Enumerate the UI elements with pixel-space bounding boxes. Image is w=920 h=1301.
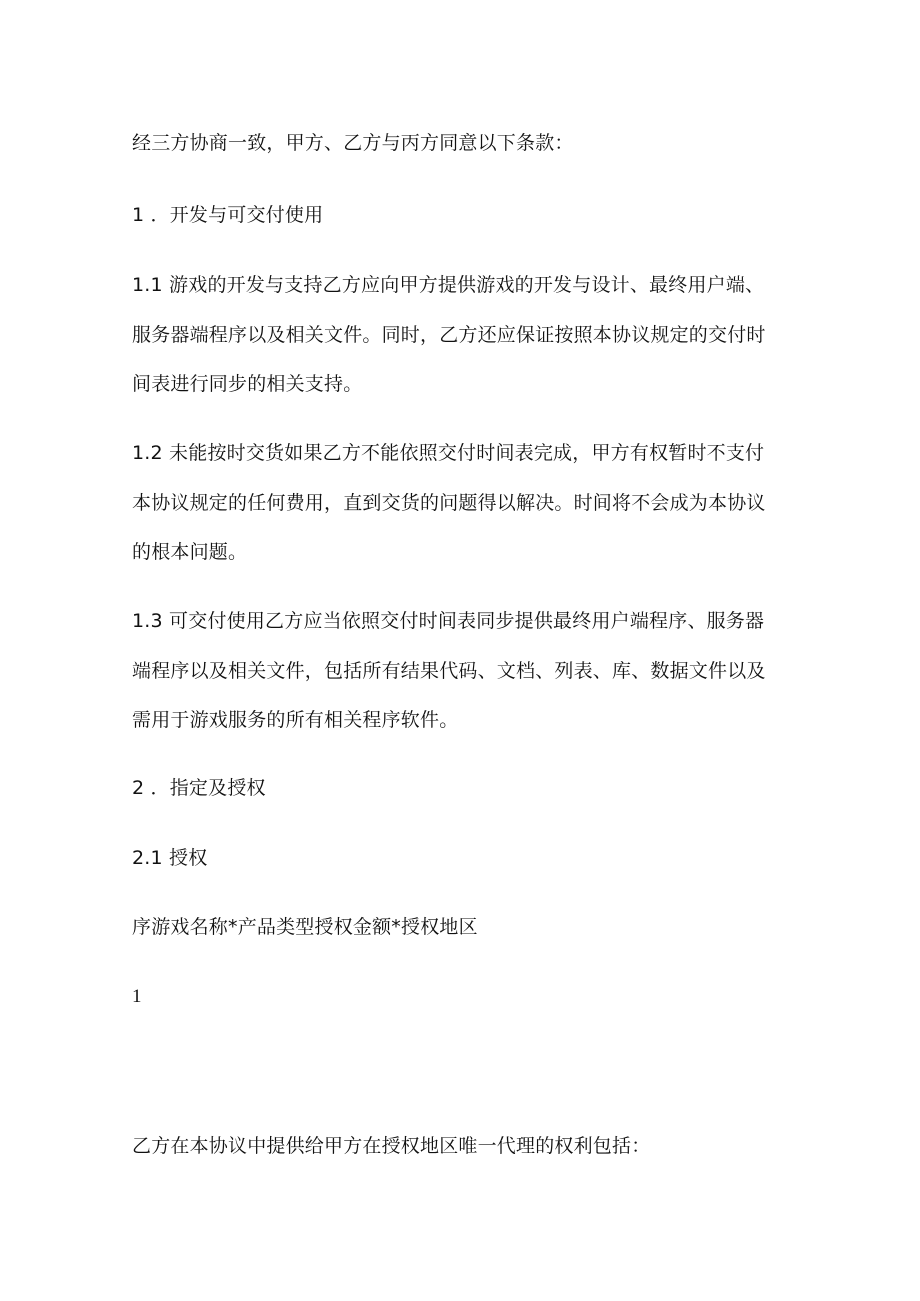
clause-1-2-line-3: 的根本问题。 [132,541,248,563]
clause-1-2-line-1: 1.2 未能按时交货如果乙方不能依照交付时间表完成，甲方有权暂时不支付 [132,442,765,464]
clause-1-2-line-2: 本协议规定的任何费用，直到交货的问题得以解决。时间将不会成为本协议 [132,492,766,514]
clause-1-1-line-3: 间表进行同步的相关支持。 [132,373,363,395]
section-2-heading: 2 ．指定及授权 [132,777,266,799]
clause-1-3-line-3: 需用于游戏服务的所有相关程序软件。 [132,709,459,731]
license-table-header: 序游戏名称*产品类型授权金额*授权地区 [132,916,478,938]
clause-1-1-line-1: 1.1 游戏的开发与支持乙方应向甲方提供游戏的开发与设计、最终用户端、 [132,274,765,296]
section-1-heading: 1 ．开发与可交付使用 [132,204,324,226]
license-table-row-number: 1 [132,986,142,1007]
intro-paragraph: 经三方协商一致，甲方、乙方与丙方同意以下条款： [132,132,574,154]
clause-1-3-line-2: 端程序以及相关文件，包括所有结果代码、文档、列表、库、数据文件以及 [132,660,766,682]
clause-1-1-line-2: 服务器端程序以及相关文件。同时，乙方还应保证按照本协议规定的交付时 [132,324,766,346]
rights-intro-paragraph: 乙方在本协议中提供给甲方在授权地区唯一代理的权利包括： [132,1135,651,1157]
clause-2-1-heading: 2.1 授权 [132,847,208,869]
clause-1-3-line-1: 1.3 可交付使用乙方应当依照交付时间表同步提供最终用户端程序、服务器 [132,610,765,632]
